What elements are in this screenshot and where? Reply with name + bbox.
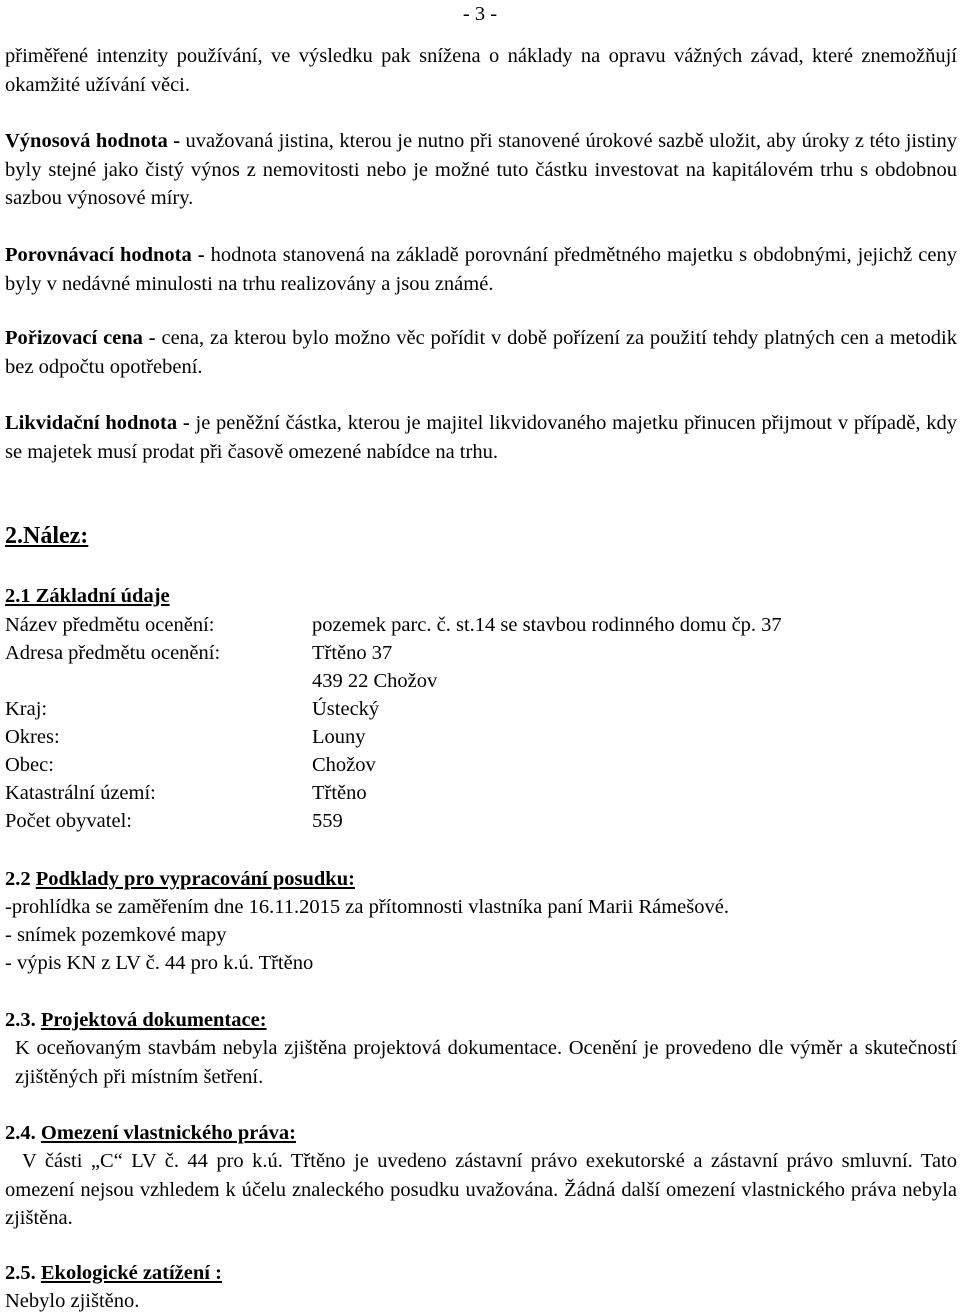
heading-2-5 — [5, 1259, 957, 1288]
info-row-katastr — [5, 779, 955, 807]
info-label: Obec: — [5, 754, 54, 776]
heading-2-1 — [5, 582, 957, 611]
info-value: Třtěno — [312, 782, 367, 804]
page-number: - 3 - — [462, 3, 498, 25]
info-label: Kraj: — [5, 698, 48, 720]
info-label: Katastrální území: — [5, 782, 156, 804]
intro-paragraph: přiměřené intenzity používání, ve výsledku pak snížena o náklady na opravu vážných závad, které znemožňují okamžité užívání věci. — [5, 45, 957, 96]
info-row-nazev — [5, 611, 955, 639]
info-row-kraj — [5, 695, 955, 723]
podklady-line: - výpis KN z LV č. 44 pro k.ú. Třtěno — [5, 952, 314, 974]
definition-term: Likvidační hodnota - — [5, 412, 190, 434]
definition-vynosova — [5, 127, 957, 213]
info-value: 559 — [312, 810, 343, 832]
definition-porizovaci — [5, 324, 957, 381]
info-value: Chožov — [312, 754, 376, 776]
section-title-nalez: 2.Nález: — [5, 523, 89, 549]
heading-2-1-text: 2.1 Základní údaje — [5, 585, 170, 607]
heading-2-5-number: 2.5. — [5, 1262, 36, 1284]
definition-term: Porovnávací hodnota - — [5, 244, 205, 266]
definition-term: Pořizovací cena - — [5, 327, 156, 349]
podklady-line: -prohlídka se zaměřením dne 16.11.2015 za přítomnosti vlastníka paní Marii Rámešové. — [5, 896, 729, 918]
heading-2-2-title: Podklady pro vypracování posudku: — [35, 868, 355, 890]
definition-text: uvažovaná jistina, kterou je nutno při stanovené úrokové sazbě uložit, aby úroky z této jistiny byly stejné jako čistý výnos z nemovitosti nebo je možné tuto částku investovat na kapitálovém trhu s obdobnou sazbou výnosové míry. — [5, 130, 957, 209]
projektova-text: K oceňovaným stavbám nebyla zjištěna projektová dokumentace. Ocenění je provedeno dle výměr a skutečností zjištěných při místním šetření. — [15, 1037, 957, 1088]
heading-2-5-title: Ekologické zatížení : — [40, 1262, 222, 1284]
info-value: Ústecký — [312, 698, 380, 720]
info-value: Louny — [312, 726, 366, 748]
definition-porovnavaci — [5, 241, 957, 298]
heading-2-4-title: Omezení vlastnického práva: — [40, 1122, 296, 1144]
info-row-okres — [5, 723, 955, 751]
heading-2-2 — [5, 865, 957, 894]
heading-2-3 — [5, 1006, 957, 1035]
podklady-line: - snímek pozemkové mapy — [5, 924, 227, 946]
info-row-obec — [5, 751, 955, 779]
ekologicke-text: Nebylo zjištěno. — [5, 1290, 140, 1312]
heading-2-4 — [5, 1119, 957, 1148]
heading-2-4-number: 2.4. — [5, 1122, 36, 1144]
definition-likvidacni — [5, 409, 957, 466]
definition-text: je peněžní částka, kterou je majitel likvidovaného majetku přinucen přijmout v případě, kdy se majetek musí prodat při časově omezené nabídce na trhu. — [5, 412, 957, 463]
omezeni-text: V části „C“ LV č. 44 pro k.ú. Třtěno je uvedeno zástavní právo exekutorské a zástavní právo smluvní. Tato omezení nejsou vzhledem k účelu znaleckého posudku uvažována. Žádná další omezení vlastnického práva nebyla zjištěna. — [5, 1150, 957, 1229]
definition-term: Výnosová hodnota - — [5, 130, 181, 152]
info-row-psc — [5, 667, 955, 695]
heading-2-3-title: Projektová dokumentace: — [40, 1009, 267, 1031]
info-value: 439 22 Chožov — [312, 670, 438, 692]
heading-2-2-number: 2.2 — [5, 868, 31, 890]
info-value: pozemek parc. č. st.14 se stavbou rodinného domu čp. 37 — [312, 614, 782, 636]
definition-text: hodnota stanovená na základě porovnání předmětného majetku s obdobnými, jejichž ceny byly v nedávné minulosti na trhu realizovány a jsou známé. — [5, 244, 957, 295]
info-row-obyvatel — [5, 807, 955, 835]
definition-text: cena, za kterou bylo možno věc pořídit v době pořízení za použití tehdy platných cen a metodik bez odpočtu opotřebení. — [5, 327, 958, 378]
info-value: Třtěno 37 — [312, 642, 393, 664]
heading-2-3-number: 2.3. — [5, 1009, 36, 1031]
info-label: Adresa předmětu ocenění: — [5, 642, 221, 664]
info-row-adresa — [5, 639, 955, 667]
info-label: Okres: — [5, 726, 60, 748]
info-label: Počet obyvatel: — [5, 810, 132, 832]
info-label: Název předmětu ocenění: — [5, 614, 215, 636]
